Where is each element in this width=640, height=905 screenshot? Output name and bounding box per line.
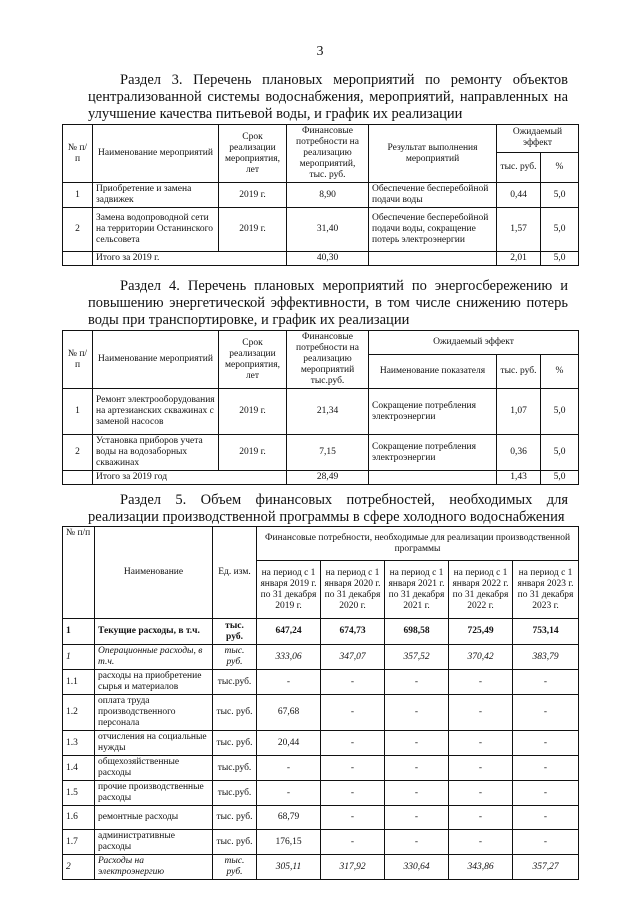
period-2021: на период с 1 января 2021 г. по 31 декабря 2021 г.: [385, 561, 449, 619]
header-term: Срок реализации мероприятия, лет: [219, 125, 287, 183]
header-effect: Ожидаемый эффект: [497, 125, 579, 153]
section5-table: [62, 526, 579, 880]
header-name: Наименование мероприятий: [93, 125, 219, 183]
table-row: 1 Операционные расходы, в т.ч. тыс. руб. 333,06 347,07 357,52 370,42 383,79: [63, 645, 579, 670]
header-effect-unit: тыс. руб.: [497, 355, 541, 389]
header-unit: Ед. изм.: [213, 527, 257, 619]
table-row: 2 Установка приборов учета воды на водозаборных скважинах 2019 г. 7,15 Сокращение потребления электроэнергии 0,36 5,0: [63, 435, 579, 471]
table-row: 1.7 административные расходы тыс. руб. 176,15 - - - -: [63, 830, 579, 855]
total-row: Итого за 2019 г. 40,30 2,01 5,0: [63, 252, 579, 266]
header-num: № п/п: [63, 527, 95, 619]
period-2022: на период с 1 января 2022 г. по 31 декабря 2022 г.: [449, 561, 513, 619]
table-row: 1.2 оплата труда производственного персонала тыс. руб. 67,68 - - - -: [63, 695, 579, 731]
header-effect-unit: тыс. руб.: [497, 152, 541, 182]
header-num: № п/п: [63, 331, 93, 389]
section5-title: Раздел 5. Объем финансовых потребностей, необходимых для реализации производственной программы в сфере холодного водоснабжения: [88, 492, 568, 525]
header-indicator: Наименование показателя: [369, 355, 497, 389]
header-result: Результат выполнения мероприятий: [369, 125, 497, 183]
table-row: 1.3 отчисления на социальные нужды тыс. руб. 20,44 - - - -: [63, 731, 579, 756]
table-row: 1 Ремонт электрооборудования на артезианских скважинах с заменой насосов 2019 г. 21,34 Сокращение потребления электроэнергии 1,07 5,0: [63, 389, 579, 435]
period-2023: на период с 1 января 2023 г. по 31 декабря 2023 г.: [513, 561, 579, 619]
section4-title: Раздел 4. Перечень плановых мероприятий по энергосбережению и повышению энергетической эффективности, в том числе снижению потерь воды при транспортировке, и график их реализации: [88, 278, 568, 328]
header-term: Срок реализации мероприятия, лет: [219, 331, 287, 389]
header-finance: Финансовые потребности, необходимые для реализации производственной программы: [257, 527, 579, 561]
header-name: Наименование мероприятий: [93, 331, 219, 389]
section3-table: [62, 124, 579, 266]
header-effect-pct: %: [541, 152, 579, 182]
header-effect-pct: %: [541, 355, 579, 389]
table-row: 1.6 ремонтные расходы тыс. руб. 68,79 - - - -: [63, 806, 579, 830]
table-row: 1 Текущие расходы, в т.ч. тыс. руб. 647,24 674,73 698,58 725,49 753,14: [63, 619, 579, 645]
header-finance: Финансовые потребности на реализацию мероприятий тыс.руб.: [287, 331, 369, 389]
total-row: Итого за 2019 год 28,49 1,43 5,0: [63, 471, 579, 485]
table-row: 1.1 расходы на приобретение сырья и материалов тыс.руб. - - - - -: [63, 670, 579, 695]
page-number: 3: [316, 44, 324, 59]
header-finance: Финансовые потребности на реализацию мероприятий, тыс. руб.: [287, 125, 369, 183]
table-row: 1.5 прочие производственные расходы тыс.руб. - - - - -: [63, 781, 579, 806]
table-row: 2 Замена водопроводной сети на территории Останинского сельсовета 2019 г. 31,40 Обеспечение бесперебойной подачи воды, сокращение потерь электроэнергии 1,57 5,0: [63, 208, 579, 252]
period-2020: на период с 1 января 2020 г. по 31 декабря 2020 г.: [321, 561, 385, 619]
table-row: 2 Расходы на электроэнергию тыс. руб. 305,11 317,92 330,64 343,86 357,27: [63, 855, 579, 880]
header-effect: Ожидаемый эффект: [369, 331, 579, 355]
table-row: 1.4 общехозяйственные расходы тыс.руб. - - - - -: [63, 756, 579, 781]
header-name: Наименование: [95, 527, 213, 619]
header-num: № п/п: [63, 125, 93, 183]
period-2019: на период с 1 января 2019 г. по 31 декабря 2019 г.: [257, 561, 321, 619]
section3-title: Раздел 3. Перечень плановых мероприятий по ремонту объектов централизованной системы водоснабжения, мероприятий, направленных на улучшение качества питьевой воды, и график их реализации: [88, 72, 568, 122]
table-row: 1 Приобретение и замена задвижек 2019 г. 8,90 Обеспечение бесперебойной подачи воды 0,44 5,0: [63, 183, 579, 208]
section4-table: [62, 330, 579, 485]
